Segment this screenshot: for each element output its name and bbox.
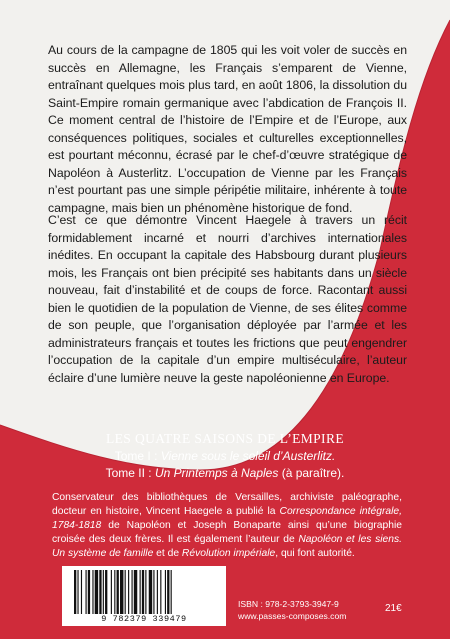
- series-block: [0, 430, 450, 481]
- series-tome-1: [0, 448, 450, 465]
- tome-2-title: Un Printemps à Naples: [154, 465, 279, 480]
- barcode-bar: [165, 570, 166, 614]
- publisher-info: [238, 598, 346, 622]
- barcode-bar: [167, 570, 169, 614]
- barcode-bars: [72, 570, 216, 614]
- barcode-bar: [160, 570, 161, 614]
- barcode-bar: [153, 570, 154, 614]
- barcode-bar: [140, 570, 141, 614]
- barcode-bar: [171, 570, 172, 614]
- barcode-bar: [125, 570, 126, 614]
- barcode-bar: [149, 570, 152, 614]
- website-text: www.passes-composes.com: [238, 611, 347, 621]
- series-title: LES QUATRE SAISONS DE L’EMPIRE: [105, 431, 345, 446]
- barcode-bar: [120, 570, 123, 614]
- series-tome-2: [0, 465, 450, 482]
- barcode-bar: [92, 570, 93, 614]
- barcode-bar: [95, 570, 98, 614]
- tome-1-title: Vienne sous le soleil d’Austerlitz.: [160, 449, 336, 463]
- bio-work-1: Correspondance intégrale, 1784-1818: [52, 506, 402, 531]
- barcode-bar: [88, 570, 90, 614]
- barcode-bar: [157, 570, 158, 614]
- summary-paragraph-2: C’est ce que démontre Vincent Haegele à travers un récit formidablement incarné et nourri d’archives internationales inédites. En occupant la capitale des Habsbourg durant plusieurs mois, les Français ont bien précipité ses habitants dans un siècle nouveau, fait d’instabilité et de coups de force. Racontant aussi bien le quotidien de la population de Vienne, de ses élites comme de son peuple, que l’organisation déployée par l’armée et les administrateurs français et toutes les frictions que peut engendrer l’occupation de la capitale d’un empire multiséculaire, l’auteur éclaire d’une lumière neuve la geste napoléonienne en Europe.: [48, 213, 407, 385]
- barcode-bar: [142, 570, 144, 614]
- isbn-text: ISBN : 978-2-3793-3947-9: [238, 599, 339, 609]
- bio-part-2: de Napoléon et Joseph Bonaparte ainsi qu’une biographie croisée des deux frères. Il est également l’auteur de: [52, 520, 402, 545]
- bio-part-1: Conservateur des bibliothèques de Versailles, archiviste paléographe, docteur en histoire, Vincent Haegele a publié la: [52, 492, 402, 517]
- tome-2-suffix: (à paraître).: [278, 465, 345, 480]
- barcode-bar: [145, 570, 146, 614]
- barcode-bar: [99, 570, 101, 614]
- bio-part-3: et de: [153, 548, 182, 559]
- bio-work-3: Révolution impériale: [181, 548, 276, 559]
- price: 21€: [385, 603, 402, 614]
- barcode-bar: [105, 570, 107, 614]
- barcode-bar: [103, 570, 104, 614]
- barcode-bar: [74, 570, 76, 614]
- bio-work-2: Napoléon et les siens. Un système de famille: [52, 534, 402, 559]
- barcode-bar: [77, 570, 78, 614]
- barcode: [62, 566, 226, 626]
- barcode-number: 9 782379 339479: [101, 614, 187, 624]
- summary-paragraph-1: Au cours de la campagne de 1805 qui les voit voler de succès en succès en Allemagne, les Français s’emparent de Vienne, entraînant quelques mois plus tard, en août 1806, la dissolution du Saint-Empire romain germanique avec l’abdication de François II. Ce moment central de l’histoire de l’Empire et de l’Europe, aux conséquences politiques, sociales et culturelles exceptionnelles, est pourtant méconnu, écrasé par le chef-d’œuvre stratégique de Napoléon à Austerlitz. L’occupation de Vienne par les Français n’est pourtant pas une simple péripétie militaire, inhérente à toute campagne, mais bien un phénomène historique de fond.: [48, 43, 407, 215]
- barcode-bar: [132, 570, 133, 614]
- bio-part-4: , qui font autorité.: [275, 548, 355, 559]
- barcode-bar: [134, 570, 137, 614]
- tome-1-prefix: Tome I :: [114, 449, 161, 463]
- barcode-bar: [111, 570, 112, 614]
- barcode-bar: [128, 570, 129, 614]
- tome-2-prefix: Tome II :: [105, 465, 155, 480]
- barcode-bar: [86, 570, 87, 614]
- author-bio: [52, 491, 402, 561]
- barcode-bar: [81, 570, 82, 614]
- barcode-bar: [114, 570, 115, 614]
- barcode-bar: [117, 570, 119, 614]
